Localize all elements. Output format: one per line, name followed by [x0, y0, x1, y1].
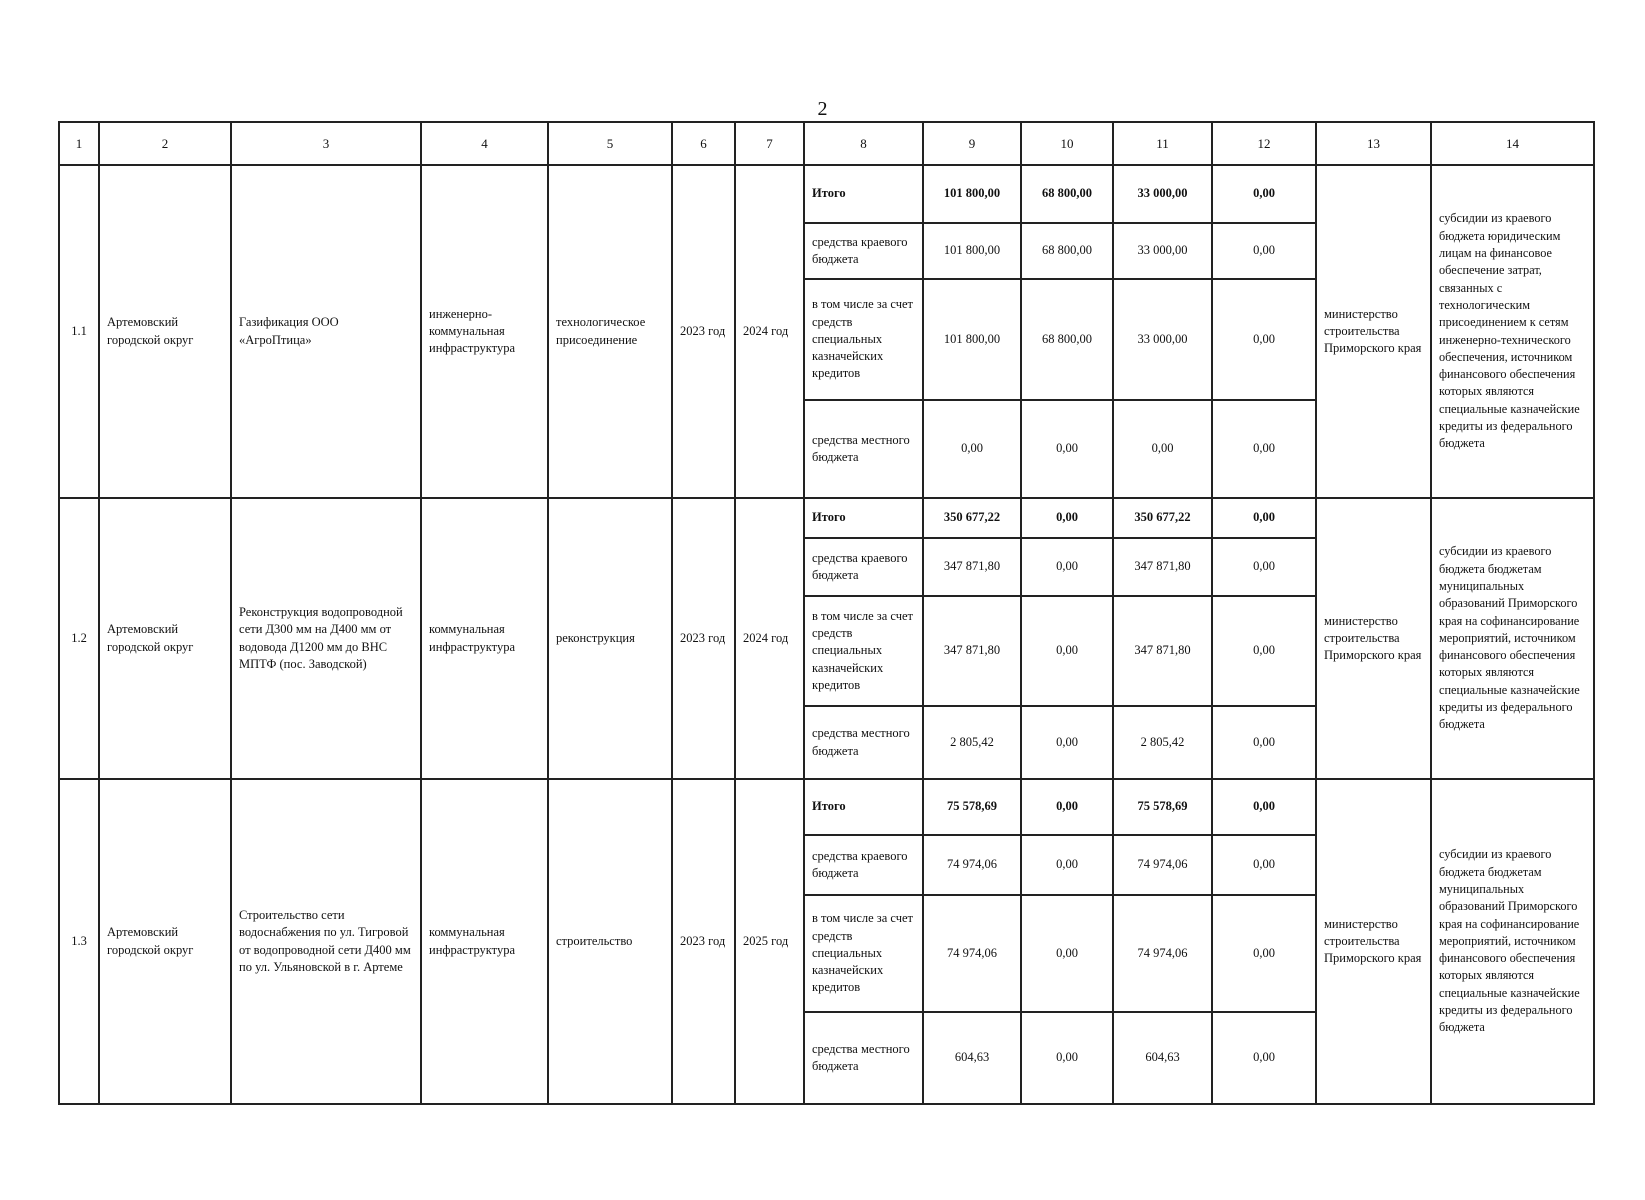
amount-col10: 0,00: [1021, 706, 1113, 779]
amount-total: 101 800,00: [923, 165, 1021, 223]
amount-total: 347 871,80: [923, 538, 1021, 596]
column-number: 13: [1316, 122, 1431, 165]
start-year-cell: 2023 год: [672, 165, 735, 498]
amount-col11: 74 974,06: [1113, 895, 1212, 1012]
amount-total: 101 800,00: [923, 223, 1021, 279]
amount-col12: 0,00: [1212, 223, 1316, 279]
amount-total: 74 974,06: [923, 895, 1021, 1012]
municipality-cell: Артемовский городской округ: [99, 779, 231, 1104]
finance-source: Итого: [804, 779, 923, 835]
amount-total: 604,63: [923, 1012, 1021, 1104]
amount-total: 75 578,69: [923, 779, 1021, 835]
amount-col10: 0,00: [1021, 779, 1113, 835]
sphere-cell: коммунальная инфраструктура: [421, 779, 548, 1104]
row-number: 1.3: [59, 779, 99, 1104]
amount-total: 2 805,42: [923, 706, 1021, 779]
amount-col10: 0,00: [1021, 498, 1113, 538]
amount-col11: 33 000,00: [1113, 279, 1212, 400]
amount-col12: 0,00: [1212, 279, 1316, 400]
table-row: [59, 498, 1594, 538]
amount-col10: 0,00: [1021, 1012, 1113, 1104]
responsible-cell: министерство строительства Приморского края: [1316, 498, 1431, 779]
amount-col10: 68 800,00: [1021, 223, 1113, 279]
mechanism-cell: субсидии из краевого бюджета юридическим лицам на финансовое обеспечение затрат, связанных с технологическим присоединением к сетям инженерно-технического обеспечения, источником финансового обеспечения которых являются специальные казначейские кредиты из федерального бюджета: [1431, 165, 1594, 498]
column-number: 2: [99, 122, 231, 165]
amount-col12: 0,00: [1212, 779, 1316, 835]
finance-source: в том числе за счет средств специальных казначейских кредитов: [804, 895, 923, 1012]
sphere-cell: инженерно-коммунальная инфраструктура: [421, 165, 548, 498]
amount-col11: 604,63: [1113, 1012, 1212, 1104]
amount-total: 0,00: [923, 400, 1021, 498]
end-year-cell: 2024 год: [735, 498, 804, 779]
amount-col12: 0,00: [1212, 835, 1316, 895]
finance-source: Итого: [804, 498, 923, 538]
amount-col11: 33 000,00: [1113, 165, 1212, 223]
finance-source: средства краевого бюджета: [804, 538, 923, 596]
column-number: 7: [735, 122, 804, 165]
column-number: 8: [804, 122, 923, 165]
work-type-cell: технологическое присоединение: [548, 165, 672, 498]
finance-source: средства краевого бюджета: [804, 223, 923, 279]
amount-col11: 350 677,22: [1113, 498, 1212, 538]
start-year-cell: 2023 год: [672, 779, 735, 1104]
finance-source: Итого: [804, 165, 923, 223]
amount-col10: 0,00: [1021, 835, 1113, 895]
amount-col10: 68 800,00: [1021, 279, 1113, 400]
responsible-cell: министерство строительства Приморского края: [1316, 779, 1431, 1104]
amount-total: 101 800,00: [923, 279, 1021, 400]
column-number: 11: [1113, 122, 1212, 165]
amount-col10: 0,00: [1021, 400, 1113, 498]
amount-col12: 0,00: [1212, 498, 1316, 538]
amount-col12: 0,00: [1212, 165, 1316, 223]
amount-col12: 0,00: [1212, 596, 1316, 706]
finance-source: средства краевого бюджета: [804, 835, 923, 895]
amount-col11: 2 805,42: [1113, 706, 1212, 779]
amount-col10: 68 800,00: [1021, 165, 1113, 223]
amount-col10: 0,00: [1021, 538, 1113, 596]
column-number: 10: [1021, 122, 1113, 165]
object-cell: Строительство сети водоснабжения по ул. Тигровой от водопроводной сети Д400 мм по ул. Ульяновской в г. Артеме: [231, 779, 421, 1104]
amount-col10: 0,00: [1021, 895, 1113, 1012]
sphere-cell: коммунальная инфраструктура: [421, 498, 548, 779]
amount-total: 74 974,06: [923, 835, 1021, 895]
amount-col12: 0,00: [1212, 400, 1316, 498]
amount-col11: 74 974,06: [1113, 835, 1212, 895]
amount-col11: 347 871,80: [1113, 538, 1212, 596]
column-number: 5: [548, 122, 672, 165]
amount-col11: 347 871,80: [1113, 596, 1212, 706]
row-number: 1.2: [59, 498, 99, 779]
column-number: 3: [231, 122, 421, 165]
amount-total: 347 871,80: [923, 596, 1021, 706]
mechanism-cell: субсидии из краевого бюджета бюджетам муниципальных образований Приморского края на софинансирование мероприятий, источником финансового обеспечения которых являются специальные казначейские кредиты из федерального бюджета: [1431, 779, 1594, 1104]
work-type-cell: строительство: [548, 779, 672, 1104]
column-number: 9: [923, 122, 1021, 165]
municipality-cell: Артемовский городской округ: [99, 498, 231, 779]
amount-col12: 0,00: [1212, 538, 1316, 596]
finance-source: в том числе за счет средств специальных казначейских кредитов: [804, 279, 923, 400]
column-number: 1: [59, 122, 99, 165]
budget-table: [58, 121, 1595, 1105]
mechanism-cell: субсидии из краевого бюджета бюджетам муниципальных образований Приморского края на софинансирование мероприятий, источником финансового обеспечения которых являются специальные казначейские кредиты из федерального бюджета: [1431, 498, 1594, 779]
column-number: 12: [1212, 122, 1316, 165]
row-number: 1.1: [59, 165, 99, 498]
responsible-cell: министерство строительства Приморского края: [1316, 165, 1431, 498]
municipality-cell: Артемовский городской округ: [99, 165, 231, 498]
page-number: 2: [817, 98, 828, 120]
amount-col12: 0,00: [1212, 1012, 1316, 1104]
finance-source: средства местного бюджета: [804, 706, 923, 779]
amount-col11: 75 578,69: [1113, 779, 1212, 835]
work-type-cell: реконструкция: [548, 498, 672, 779]
amount-total: 350 677,22: [923, 498, 1021, 538]
amount-col12: 0,00: [1212, 895, 1316, 1012]
end-year-cell: 2025 год: [735, 779, 804, 1104]
amount-col10: 0,00: [1021, 596, 1113, 706]
amount-col11: 0,00: [1113, 400, 1212, 498]
object-cell: Газификация ООО «АгроПтица»: [231, 165, 421, 498]
column-number: 4: [421, 122, 548, 165]
amount-col12: 0,00: [1212, 706, 1316, 779]
amount-col11: 33 000,00: [1113, 223, 1212, 279]
object-cell: Реконструкция водопроводной сети Д300 мм на Д400 мм от водовода Д1200 мм до ВНС МПТФ (пос. Заводской): [231, 498, 421, 779]
table-row: [59, 779, 1594, 835]
start-year-cell: 2023 год: [672, 498, 735, 779]
finance-source: средства местного бюджета: [804, 400, 923, 498]
finance-source: в том числе за счет средств специальных казначейских кредитов: [804, 596, 923, 706]
column-number-row: [59, 122, 1594, 165]
column-number: 14: [1431, 122, 1594, 165]
column-number: 6: [672, 122, 735, 165]
finance-source: средства местного бюджета: [804, 1012, 923, 1104]
end-year-cell: 2024 год: [735, 165, 804, 498]
table-row: [59, 165, 1594, 223]
